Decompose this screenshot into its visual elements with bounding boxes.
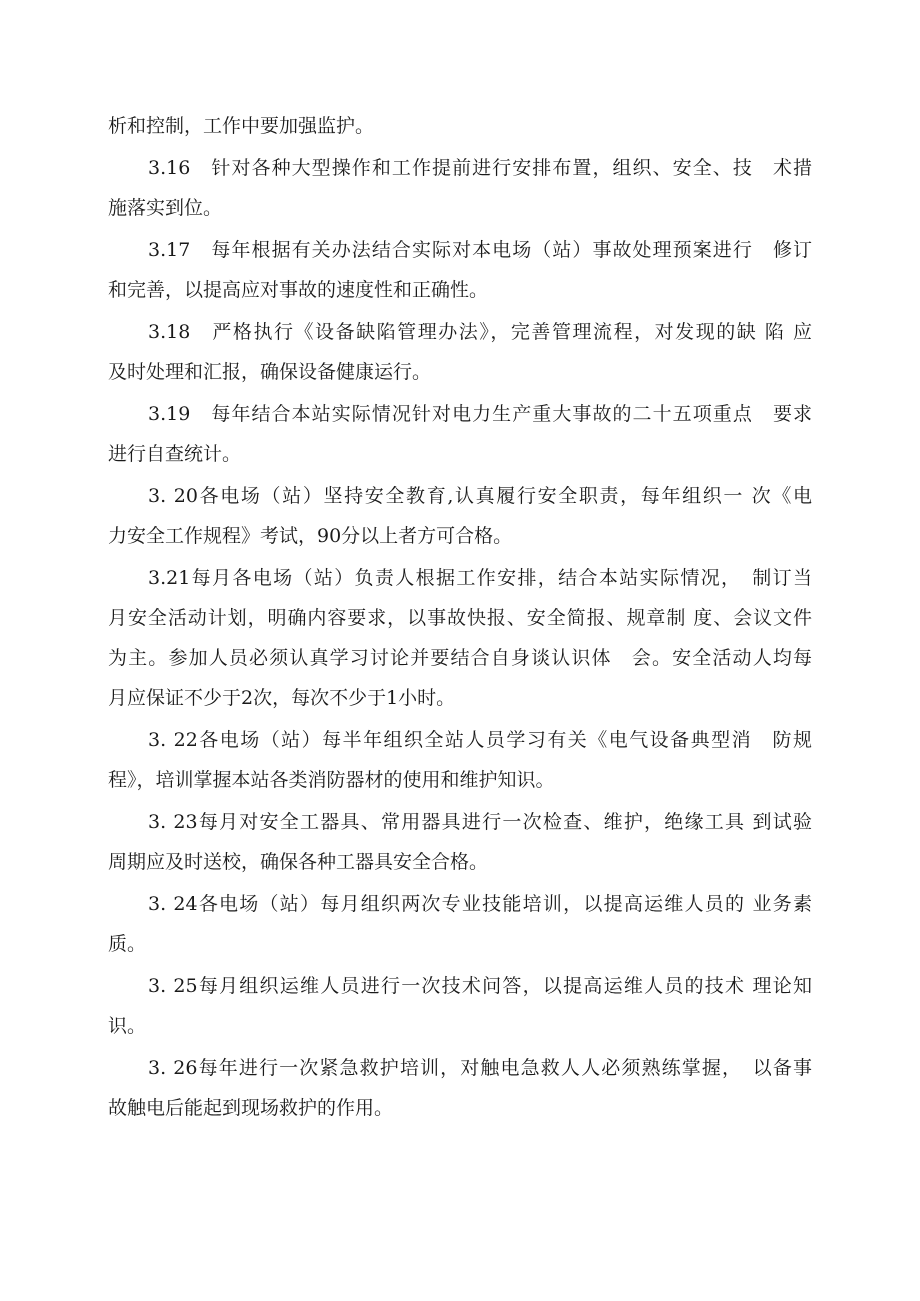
paragraph-line: 3.17 每年根据有关办法结合实际对本电场（站）事故处理预案进行 修订	[148, 239, 812, 261]
paragraph-3-24	[108, 884, 812, 964]
paragraph-line: 质。	[108, 933, 147, 955]
paragraph-line: 3.16 针对各种大型操作和工作提前进行安排布置，组织、安全、技 术措	[148, 157, 812, 179]
paragraph-line: 3.19 每年结合本站实际情况针对电力生产重大事故的二十五项重点 要求	[148, 403, 812, 425]
paragraph-line: 3.18 严格执行《设备缺陷管理办法》，完善管理流程，对发现的缺 陷 应	[148, 321, 812, 343]
paragraph-3-21	[108, 558, 812, 718]
paragraph-line: 程》，培训掌握本站各类消防器材的使用和维护知识。	[108, 769, 555, 791]
paragraph-line: 识。	[108, 1015, 147, 1037]
paragraph-line: 3.21每月各电场（站）负责人根据工作安排，结合本站实际情况， 制订当	[148, 567, 812, 589]
paragraph-3-22	[108, 720, 812, 800]
paragraph-line: 3. 24各电场（站）每月组织两次专业技能培训，以提高运维人员的 业务素	[148, 893, 812, 915]
paragraph-line: 3. 23每月对安全工器具、常用器具进行一次检查、维护，绝缘工具 到试验	[148, 811, 812, 833]
paragraph-continuation	[108, 106, 812, 146]
paragraph-line: 施落实到位。	[108, 197, 223, 219]
paragraph-line: 故触电后能起到现场救护的作用。	[108, 1097, 394, 1119]
paragraph-line: 月安全活动计划，明确内容要求，以事故快报、安全简报、规章制 度、会议文件	[108, 607, 812, 629]
paragraph-line: 3. 25每月组织运维人员进行一次技术问答，以提高运维人员的技术 理论知	[148, 975, 812, 997]
paragraph-3-26	[108, 1048, 812, 1128]
paragraph-line: 和完善，以提高应对事故的速度性和正确性。	[108, 279, 489, 301]
paragraph-3-25	[108, 966, 812, 1046]
paragraph-line: 周期应及时送校，确保各种工器具安全合格。	[108, 851, 489, 873]
paragraph-line: 3. 26每年进行一次紧急救护培训，对触电急救人人必须熟练掌握， 以备事	[148, 1057, 812, 1079]
paragraph-line: 为主。参加人员必须认真学习讨论并要结合自身谈认识体 会。安全活动人均每	[108, 647, 812, 669]
paragraph-line: 月应保证不少于2次，每次不少于1小时。	[108, 687, 456, 709]
paragraph-3-17	[108, 230, 812, 310]
paragraph-3-18	[108, 312, 812, 392]
paragraph-3-20	[108, 476, 812, 556]
paragraph-line: 及时处理和汇报，确保设备健康运行。	[108, 361, 432, 383]
paragraph-line: 3. 22各电场（站）每半年组织全站人员学习有关《电气设备典型消 防规	[148, 729, 812, 751]
paragraph-line: 析和控制，工作中要加强监护。	[108, 115, 375, 137]
paragraph-line: 力安全工作规程》考试，90分以上者方可合格。	[108, 525, 513, 547]
paragraph-line: 3. 20各电场（站）坚持安全教育,认真履行安全职责，每年组织一 次《电	[148, 485, 812, 507]
paragraph-3-19	[108, 394, 812, 474]
paragraph-line: 进行自查统计。	[108, 443, 242, 465]
paragraph-3-16	[108, 148, 812, 228]
paragraph-3-23	[108, 802, 812, 882]
